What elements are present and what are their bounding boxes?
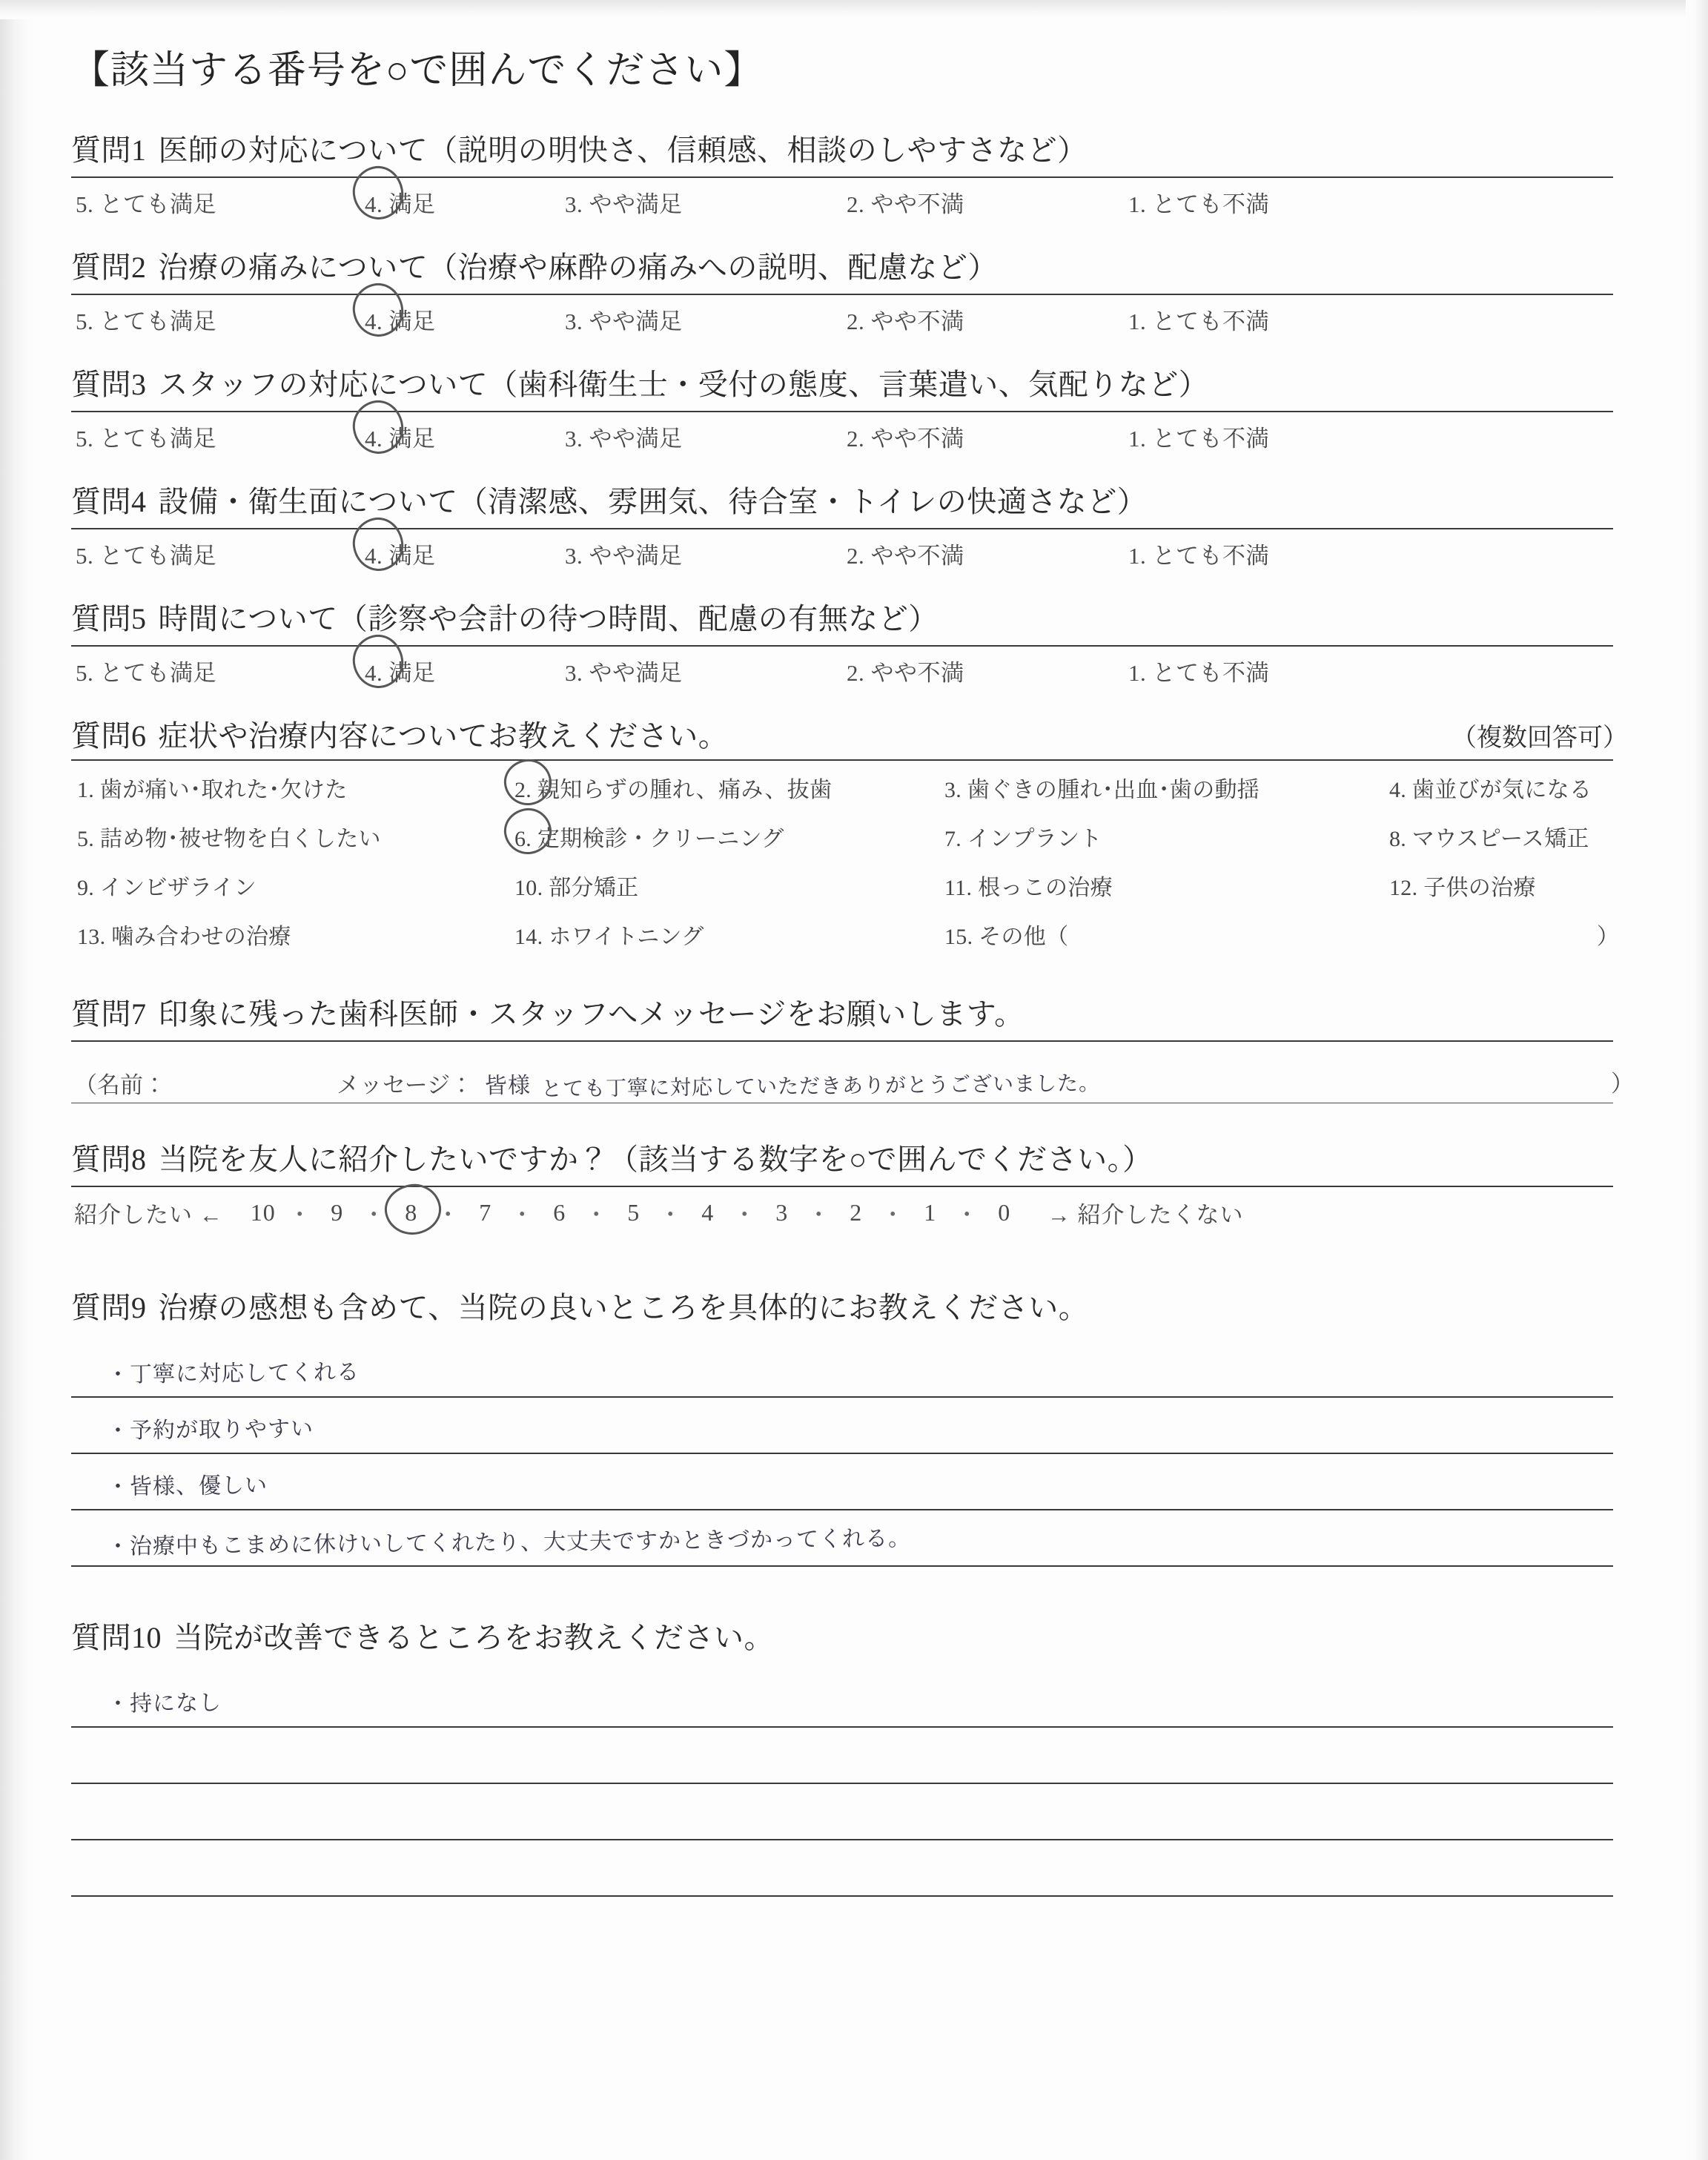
q6-option-15[interactable] xyxy=(944,918,1620,951)
option-5[interactable]: 5. とても満足 xyxy=(76,426,216,452)
question-9-number: 質問9 xyxy=(71,1291,147,1324)
q8-separator: ・ xyxy=(510,1202,534,1228)
option-5[interactable]: 5. とても満足 xyxy=(76,543,216,569)
option-1[interactable]: 1. とても不満 xyxy=(1128,426,1269,452)
q6-option-15-label: 15. その他（ xyxy=(944,925,1069,949)
q6-option-15-spacer xyxy=(1389,918,1634,951)
q8-left-label: 紹介したい ← xyxy=(74,1202,223,1228)
q8-number-0[interactable]: 0 xyxy=(998,1199,1011,1226)
question-7-answer[interactable] xyxy=(71,1042,1643,1103)
question-9-text: 治療の感想も含めて、当院の良いところを具体的にお教えください。 xyxy=(158,1291,1089,1324)
q8-number-6[interactable]: 6 xyxy=(553,1199,566,1226)
answer-line[interactable] xyxy=(71,1454,1613,1510)
option-5[interactable]: 5. とても満足 xyxy=(76,191,216,217)
question-7-heading xyxy=(71,991,1643,1033)
q6-option-10[interactable]: 10. 部分矯正 xyxy=(514,876,639,900)
option-3[interactable]: 3. やや満足 xyxy=(565,308,683,334)
spacer xyxy=(71,1117,1643,1136)
q8-number-5[interactable]: 5 xyxy=(627,1199,640,1226)
q6-option-3[interactable]: 3. 歯ぐきの腫れ･出血･歯の動揺 xyxy=(944,778,1260,802)
scan-edge-left xyxy=(0,0,33,2160)
q8-right-label: → 紹介したくない xyxy=(1047,1202,1244,1228)
q6-option-2[interactable] xyxy=(514,771,944,804)
option-5[interactable]: 5. とても満足 xyxy=(76,308,216,334)
option-2[interactable]: 2. やや不満 xyxy=(847,308,964,334)
option-4-label: 4. 満足 xyxy=(365,308,436,334)
q9-answer-3: ・皆様、優しい xyxy=(106,1472,268,1501)
question-4-text: 設備・衛生面について（清潔感、雰囲気、待合室・トイレの快適さなど） xyxy=(158,485,1148,518)
question-2-number: 質問2 xyxy=(71,251,147,284)
answer-line[interactable] xyxy=(71,1728,1613,1784)
q6-option-6[interactable] xyxy=(514,820,944,853)
option-2[interactable]: 2. やや不満 xyxy=(847,660,964,686)
q8-separator: ・ xyxy=(807,1202,831,1228)
q8-separator: ・ xyxy=(881,1202,905,1228)
q8-number-10[interactable]: 10 xyxy=(250,1199,276,1226)
q8-separator: ・ xyxy=(732,1202,757,1228)
q8-number-8[interactable] xyxy=(398,1199,425,1226)
q8-number-1[interactable]: 1 xyxy=(924,1199,937,1226)
spacer xyxy=(71,971,1643,991)
q9-answer-4: ・治療中もこまめに休けいしてくれたり、大丈夫ですかときづかってくれる。 xyxy=(106,1525,912,1560)
option-3[interactable]: 3. やや満足 xyxy=(565,543,683,569)
question-2-options xyxy=(71,295,1643,348)
q6-option-11[interactable]: 11. 根っこの治療 xyxy=(944,876,1113,900)
q8-number-3[interactable]: 3 xyxy=(775,1199,789,1226)
option-1[interactable]: 1. とても不満 xyxy=(1128,543,1269,569)
option-4[interactable] xyxy=(365,303,565,336)
q8-number-8-label: 8 xyxy=(405,1199,418,1226)
question-10-answer-lines xyxy=(71,1664,1643,1897)
q6-option-2-label: 2. 親知らずの腫れ、痛み、抜歯 xyxy=(514,778,833,802)
q6-option-9[interactable]: 9. インビザライン xyxy=(77,876,257,900)
option-5[interactable]: 5. とても満足 xyxy=(76,660,216,686)
question-block-5 xyxy=(71,595,1643,699)
question-block-8 xyxy=(71,1136,1643,1237)
question-8-number: 質問8 xyxy=(71,1143,147,1176)
scan-edge-top xyxy=(0,0,1708,19)
question-3-number: 質問3 xyxy=(71,368,147,401)
question-9-heading xyxy=(71,1284,1643,1327)
q7-name-label: （名前： xyxy=(74,1072,166,1098)
q7-message-label: メッセージ： xyxy=(337,1072,474,1098)
q6-option-7[interactable]: 7. インプラント xyxy=(944,827,1102,851)
question-2-text: 治療の痛みについて（治療や麻酔の痛みへの説明、配慮など） xyxy=(158,251,998,284)
option-4[interactable] xyxy=(365,654,565,687)
question-1-options xyxy=(71,178,1643,231)
question-6-number: 質問6 xyxy=(71,719,147,753)
scan-edge-right xyxy=(1686,0,1708,2160)
q6-option-12[interactable]: 12. 子供の治療 xyxy=(1389,876,1536,900)
question-3-text: スタッフの対応について（歯科衛生士・受付の態度、言葉遣い、気配りなど） xyxy=(158,368,1209,401)
question-4-heading xyxy=(71,478,1643,521)
question-6-text: 症状や治療内容についてお教えください。 xyxy=(158,719,729,753)
question-block-2 xyxy=(71,244,1643,348)
q6-option-5[interactable]: 5. 詰め物･被せ物を白くしたい xyxy=(77,827,381,851)
q8-number-9[interactable]: 9 xyxy=(331,1199,344,1226)
q6-option-4[interactable]: 4. 歯並びが気になる xyxy=(1389,778,1592,802)
question-8-text: 当院を友人に紹介したいですか？（該当する数字を○で囲んでください。） xyxy=(158,1143,1153,1176)
question-10-heading xyxy=(71,1614,1643,1657)
q10-answer-1: ・持になし xyxy=(106,1690,222,1717)
question-block-9 xyxy=(71,1284,1643,1567)
question-10-text: 当院が改善できるところをお教えください。 xyxy=(173,1621,774,1654)
option-2[interactable]: 2. やや不満 xyxy=(847,191,964,217)
spacer xyxy=(71,1250,1643,1284)
question-block-3 xyxy=(71,361,1643,465)
question-5-number: 質問5 xyxy=(71,602,147,635)
answer-line[interactable] xyxy=(71,1510,1613,1567)
question-block-6 xyxy=(71,713,1643,958)
question-6-options xyxy=(71,761,1643,958)
q8-separator: ・ xyxy=(658,1202,683,1228)
question-5-heading xyxy=(71,595,1643,638)
q6-option-15-paren-end: ） xyxy=(1597,925,1620,949)
option-3[interactable]: 3. やや満足 xyxy=(565,426,683,452)
option-4[interactable] xyxy=(365,420,565,453)
q7-handwritten-message: とても丁寧に対応していただきありがとうございました。 xyxy=(541,1071,1101,1101)
answer-line[interactable] xyxy=(71,1784,1613,1840)
question-7-text: 印象に残った歯科医師・スタッフへメッセージをお願いします。 xyxy=(158,997,1025,1031)
page-title: 【該当する番号を○で囲んでください】 xyxy=(71,50,764,92)
question-8-heading xyxy=(71,1136,1643,1178)
question-5-options xyxy=(71,647,1643,699)
option-4[interactable] xyxy=(365,185,565,219)
question-block-7 xyxy=(71,991,1643,1103)
question-block-1 xyxy=(71,127,1643,231)
q7-handwritten-name: 皆様 xyxy=(484,1072,532,1100)
option-4[interactable] xyxy=(365,537,565,570)
option-2[interactable]: 2. やや不満 xyxy=(847,543,964,569)
q8-separator: ・ xyxy=(955,1202,979,1228)
option-2[interactable]: 2. やや不満 xyxy=(847,426,964,452)
option-1[interactable]: 1. とても不満 xyxy=(1128,308,1269,334)
question-6-note: （複数回答可） xyxy=(1452,724,1628,752)
question-3-heading xyxy=(71,361,1643,403)
q8-number-7[interactable]: 7 xyxy=(479,1199,492,1226)
spacer xyxy=(71,1580,1643,1614)
question-3-options xyxy=(71,412,1643,465)
question-4-options xyxy=(71,529,1643,582)
q6-option-6-label: 6. 定期検診・クリーニング xyxy=(514,827,784,851)
option-4-label: 4. 満足 xyxy=(365,191,436,217)
question-block-10 xyxy=(71,1614,1643,1897)
q8-separator: ・ xyxy=(584,1202,609,1228)
q6-option-14[interactable]: 14. ホワイトニング xyxy=(514,925,704,949)
question-2-heading xyxy=(71,244,1643,286)
q8-number-4[interactable]: 4 xyxy=(701,1199,715,1226)
option-3[interactable]: 3. やや満足 xyxy=(565,660,683,686)
question-5-text: 時間について（診察や会計の待つ時間、配慮の有無など） xyxy=(158,602,939,635)
q9-answer-1: ・丁寧に対応してくれる xyxy=(106,1359,360,1388)
answer-line[interactable] xyxy=(71,1671,1613,1728)
question-4-number: 質問4 xyxy=(71,485,147,518)
option-4-label: 4. 満足 xyxy=(365,660,436,686)
question-block-4 xyxy=(71,478,1643,582)
q9-answer-2: ・予約が取りやすい xyxy=(106,1416,314,1444)
q6-option-1[interactable]: 1. 歯が痛い･取れた･欠けた xyxy=(77,778,348,802)
q8-number-scale xyxy=(250,1196,1018,1229)
question-1-text: 医師の対応について（説明の明快さ、信頼感、相談のしやすさなど） xyxy=(158,133,1088,167)
option-1[interactable]: 1. とても不満 xyxy=(1128,660,1269,686)
q8-separator: ・ xyxy=(436,1202,460,1228)
answer-line[interactable] xyxy=(71,1840,1613,1897)
question-1-heading xyxy=(71,127,1643,169)
question-1-number: 質問1 xyxy=(71,133,147,167)
survey-content xyxy=(71,39,1643,1910)
q8-separator: ・ xyxy=(362,1202,386,1228)
question-8-scale xyxy=(71,1187,1643,1237)
question-7-number: 質問7 xyxy=(71,997,147,1031)
option-4-label: 4. 満足 xyxy=(365,543,436,569)
q6-option-13[interactable]: 13. 噛み合わせの治療 xyxy=(77,925,291,949)
option-4-label: 4. 満足 xyxy=(365,426,436,452)
answer-line[interactable] xyxy=(71,1398,1613,1454)
q8-number-2[interactable]: 2 xyxy=(850,1199,863,1226)
answer-line[interactable] xyxy=(71,1341,1613,1398)
q8-separator: ・ xyxy=(288,1202,312,1228)
question-10-number: 質問10 xyxy=(71,1621,162,1654)
q7-paren-end: ） xyxy=(1611,1071,1634,1097)
question-9-answer-lines xyxy=(71,1334,1643,1567)
question-6-heading xyxy=(71,713,1643,759)
option-1[interactable]: 1. とても不満 xyxy=(1128,191,1269,217)
option-3[interactable]: 3. やや満足 xyxy=(565,191,683,217)
q6-option-8[interactable]: 8. マウスピース矯正 xyxy=(1389,827,1589,851)
